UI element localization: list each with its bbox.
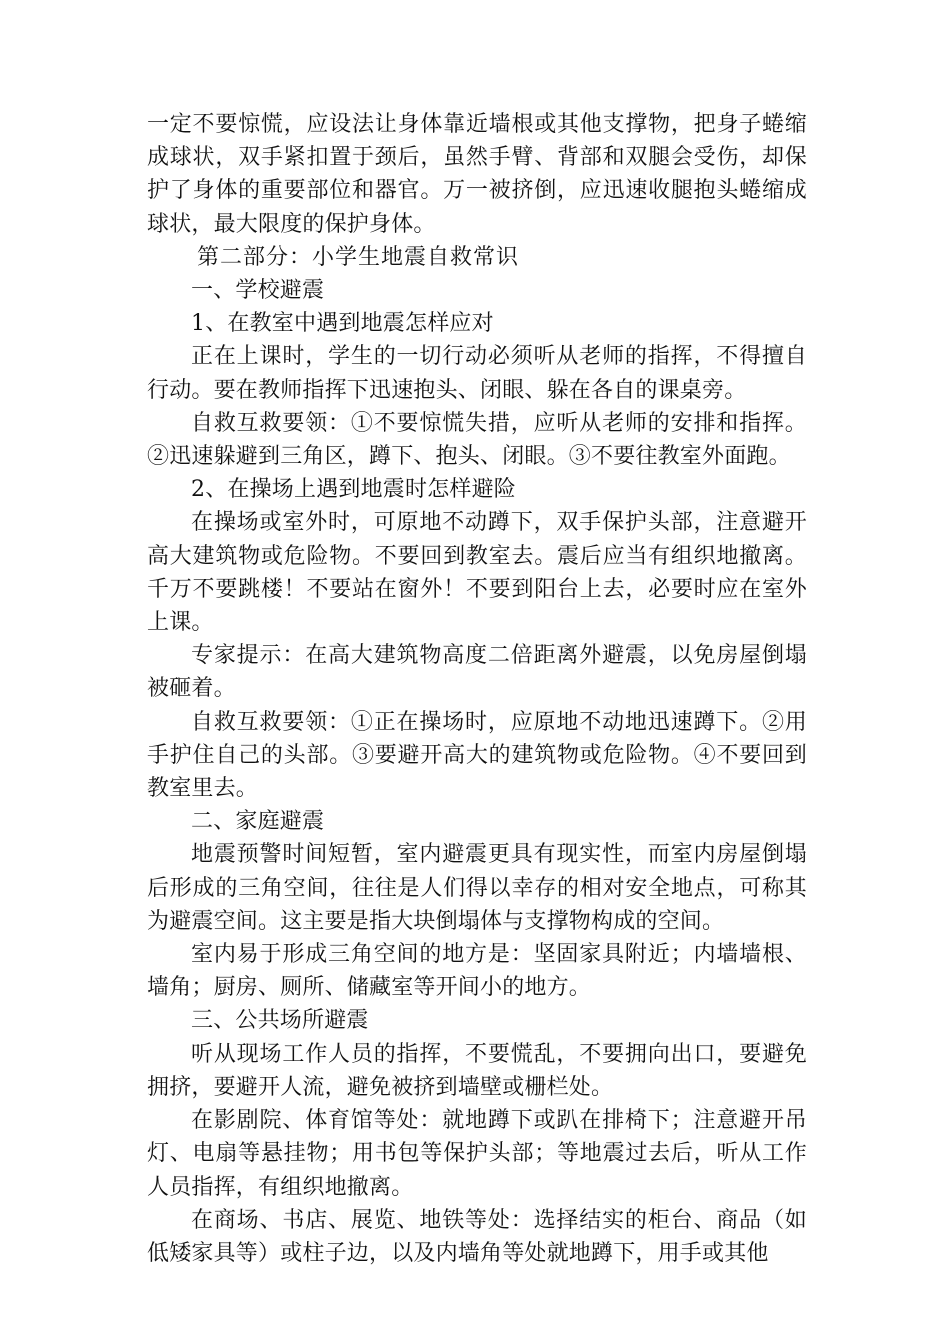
paragraph-expert-tip: 专家提示：在高大建筑物高度二倍距离外避震，以免房屋倒塌被砸着。 [147,643,807,702]
section-heading-school: 一、学校避震 [191,278,325,304]
paragraph-playground-action: 在操场或室外时，可原地不动蹲下，双手保护头部，注意避开高大建筑物或危险物。不要回到教室去。震后应当有组织地撤离。千万不要跳楼！不要站在窗外！不要到阳台上去，必要时应在室外上课。 [147,510,807,636]
paragraph-public-theater: 在影剧院、体育馆等处：就地蹲下或趴在排椅下；注意避开吊灯、电扇等悬挂物；用书包等保护头部；等地震过去后，听从工作人员指挥，有组织地撤离。 [147,1108,807,1200]
section-heading-home: 二、家庭避震 [191,809,325,835]
paragraph-public-staff: 听从现场工作人员的指挥，不要慌乱，不要拥向出口，要避免拥挤，要避开人流，避免被挤到墙壁或栅栏处。 [147,1041,807,1100]
section-heading-public: 三、公共场所避震 [191,1008,369,1034]
subheading-classroom: 1、在教室中遇到地震怎样应对 [191,311,494,337]
paragraph-continuation: 一定不要惊慌，应设法让身体靠近墙根或其他支撑物，把身子蜷缩成球状，双手紧扣置于颈后，虽然手臂、背部和双腿会受伤，却保护了身体的重要部位和器官。万一被挤倒，应迅速收腿抱头蜷缩成球状，最大限度的保护身体。 [147,112,807,237]
part-two-title: 第二部分：小学生地震自救常识 [197,244,520,270]
paragraph-playground-tips: 自救互救要领：①正在操场时，应原地不动地迅速蹲下。②用手护住自己的头部。③要避开高大的建筑物或危险物。④不要回到教室里去。 [147,709,807,802]
subheading-playground: 2、在操场上遇到地震时怎样避险 [191,477,516,503]
document-page [147,108,807,1270]
paragraph-public-mall: 在商场、书店、展览、地铁等处：选择结实的柜台、商品（如低矮家具等）或柱子边，以及内墙角等处就地蹲下，用手或其他 [147,1207,807,1266]
paragraph-classroom-tips: 自救互救要领：①不要惊慌失措，应听从老师的安排和指挥。②迅速躲避到三角区，蹲下、抱头、闭眼。③不要往教室外面跑。 [147,410,807,470]
paragraph-home-locations: 室内易于形成三角空间的地方是：坚固家具附近；内墙墙根、墙角；厨房、厕所、储藏室等开间小的地方。 [147,942,807,1001]
paragraph-home-space: 地震预警时间短暂，室内避震更具有现实性，而室内房屋倒塌后形成的三角空间，往往是人们得以幸存的相对安全地点，可称其为避震空间。这主要是指大块倒塌体与支撑物构成的空间。 [147,842,807,934]
paragraph-classroom-action: 正在上课时，学生的一切行动必须听从老师的指挥，不得擅自行动。要在教师指挥下迅速抱头、闭眼、躲在各自的课桌旁。 [147,344,807,403]
